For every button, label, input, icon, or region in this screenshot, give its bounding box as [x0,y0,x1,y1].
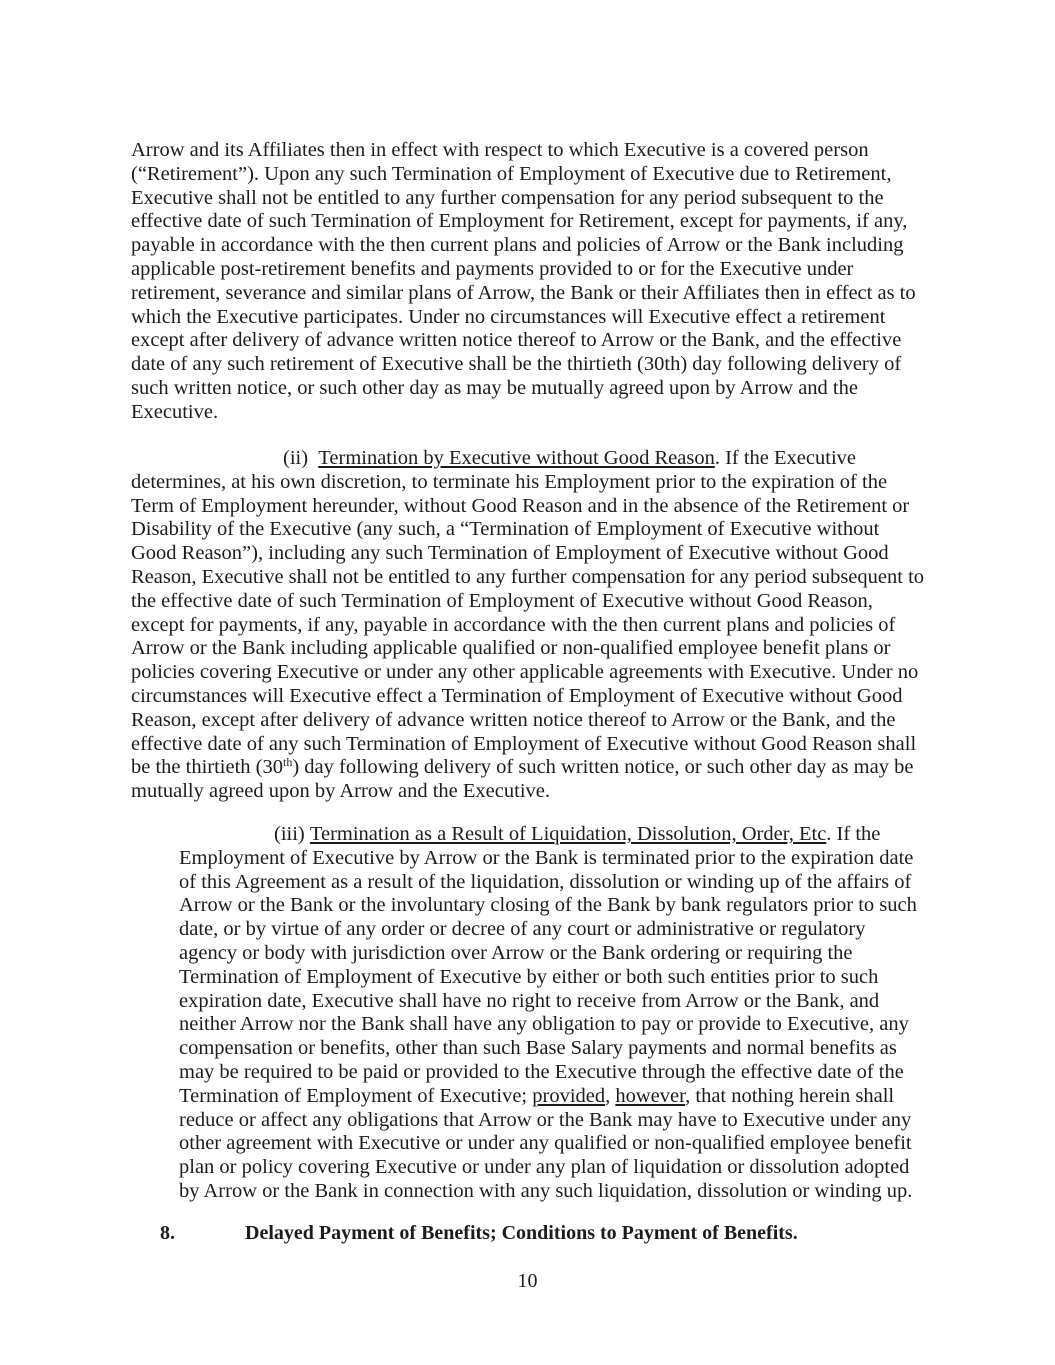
section-number: 8. [160,1222,175,1244]
text-line: reduce or affect any obligations that Arrow or the Bank may have to Executive under any [179,1108,912,1131]
text-line: payable in accordance with the then current plans and policies of Arrow or the Bank including [131,234,904,257]
text-run: ) day following delivery of such written notice, or such other day as may be [292,756,914,779]
text-line: plan or policy covering Executive or under any plan of liquidation or dissolution adopted [179,1156,910,1179]
text-line: Disability of the Executive (any such, a “Termination of Employment of Executive without [131,518,880,541]
text-line: the effective date of such Termination of Employment of Executive without Good Reason, [131,589,873,612]
text-line: Good Reason”), including any such Termination of Employment of Executive without Good [131,542,889,565]
text-line: mutually agreed upon by Arrow and the Executive. [131,780,550,803]
clause-number: (iii) [274,823,305,845]
text-line: Arrow and its Affiliates then in effect with respect to which Executive is a covered person [131,139,869,161]
text-line: Termination of Employment of Executive by either or both such entities prior to such [179,965,879,988]
page-number: 10 [517,1270,538,1292]
text-run: be the thirtieth (30 [131,756,283,779]
text-line: circumstances will Executive effect a Termination of Employment of Executive without Good [131,684,903,707]
text-line: by Arrow or the Bank in connection with any such liquidation, dissolution or winding up. [179,1179,913,1202]
paragraph-first-line [131,447,924,471]
text-line: compensation or benefits, other than such Base Salary payments and normal benefits as [179,1037,897,1060]
section-heading [160,1222,798,1245]
text-line: Reason, except after delivery of advance written notice thereof to Arrow or the Bank, and the [131,708,896,731]
text-line: effective date of any such Termination of Employment of Executive without Good Reason shall [131,732,917,755]
text-line: date, or by virtue of any order or decree of any court or administrative or regulatory [179,918,866,941]
clause-number: (ii) [283,447,309,469]
text-run: , [605,1084,616,1107]
text-line: Arrow or the Bank or the involuntary closing of the Bank by bank regulators prior to such [179,894,917,917]
ordinal-superscript: th [283,755,293,770]
text-line: which the Executive participates. Under no circumstances will Executive effect a retirement [131,305,886,328]
section-title: Delayed Payment of Benefits; Conditions to Payment of Benefits. [245,1222,798,1244]
text-line: expiration date, Executive shall have no right to receive from Arrow or the Bank, and [179,989,880,1012]
clause-title: Termination by Executive without Good Reason [318,447,715,469]
text-line: may be required to be paid or provided to the Executive through the effective date of the [179,1060,904,1083]
paragraph-termination-liquidation [179,823,917,1204]
paragraph-retirement-continued [131,139,916,425]
text-line: such written notice, or such other day as may be mutually agreed upon by Arrow and the [131,376,858,399]
text-run: , that nothing herein shall [685,1084,895,1107]
text-line: except after delivery of advance written notice thereof to Arrow or the Bank, and the effective [131,329,902,352]
text-line [179,1085,917,1109]
paragraph-first-line [179,823,917,847]
text-line: Arrow or the Bank including applicable qualified or non-qualified employee benefit plans or [131,637,891,660]
text-line: of this Agreement as a result of the liquidation, dissolution or winding up of the affairs of [179,870,912,893]
text-run: Termination of Employment of Executive; [179,1084,533,1107]
text-line: determines, at his own discretion, to terminate his Employment prior to the expiration of the [131,470,888,493]
text-line: Reason, Executive shall not be entitled to any further compensation for any period subsequent to [131,565,925,588]
text-line: policies covering Executive or under any other applicable agreements with Executive. Under no [131,661,919,684]
text-line: (“Retirement”). Upon any such Termination of Employment of Executive due to Retirement, [131,162,892,185]
text-run: . If the [826,823,881,845]
text-line: Executive shall not be entitled to any further compensation for any period subsequent to the [131,186,884,209]
text-line: Term of Employment hereunder, without Good Reason and in the absence of the Retirement or [131,494,910,517]
paragraph-termination-without-good-reason [131,447,924,804]
text-line [131,756,924,780]
text-line: except for payments, if any, payable in accordance with the then current plans and policies of [131,613,896,636]
text-line: other agreement with Executive or under any qualified or non-qualified employee benefit [179,1132,912,1155]
text-line: retirement, severance and similar plans of Arrow, the Bank or their Affiliates then in effect as to [131,281,916,304]
text-line: Employment of Executive by Arrow or the Bank is terminated prior to the expiration date [179,846,914,869]
provided-emphasis: provided [532,1084,606,1107]
clause-title: Termination as a Result of Liquidation, Dissolution, Order, Etc [309,823,827,845]
text-line: applicable post-retirement benefits and payments provided to or for the Executive under [131,257,854,280]
however-emphasis: however [615,1084,686,1107]
text-line: Executive. [131,400,219,423]
text-line: effective date of such Termination of Employment for Retirement, except for payments, if any, [131,210,908,233]
text-line: neither Arrow nor the Bank shall have any obligation to pay or provide to Executive, any [179,1013,909,1036]
text-line: date of any such retirement of Executive shall be the thirtieth (30th) day following delivery of [131,353,902,376]
text-line: agency or body with jurisdiction over Arrow or the Bank ordering or requiring the [179,941,853,964]
text-run: . If the Executive [714,447,856,469]
